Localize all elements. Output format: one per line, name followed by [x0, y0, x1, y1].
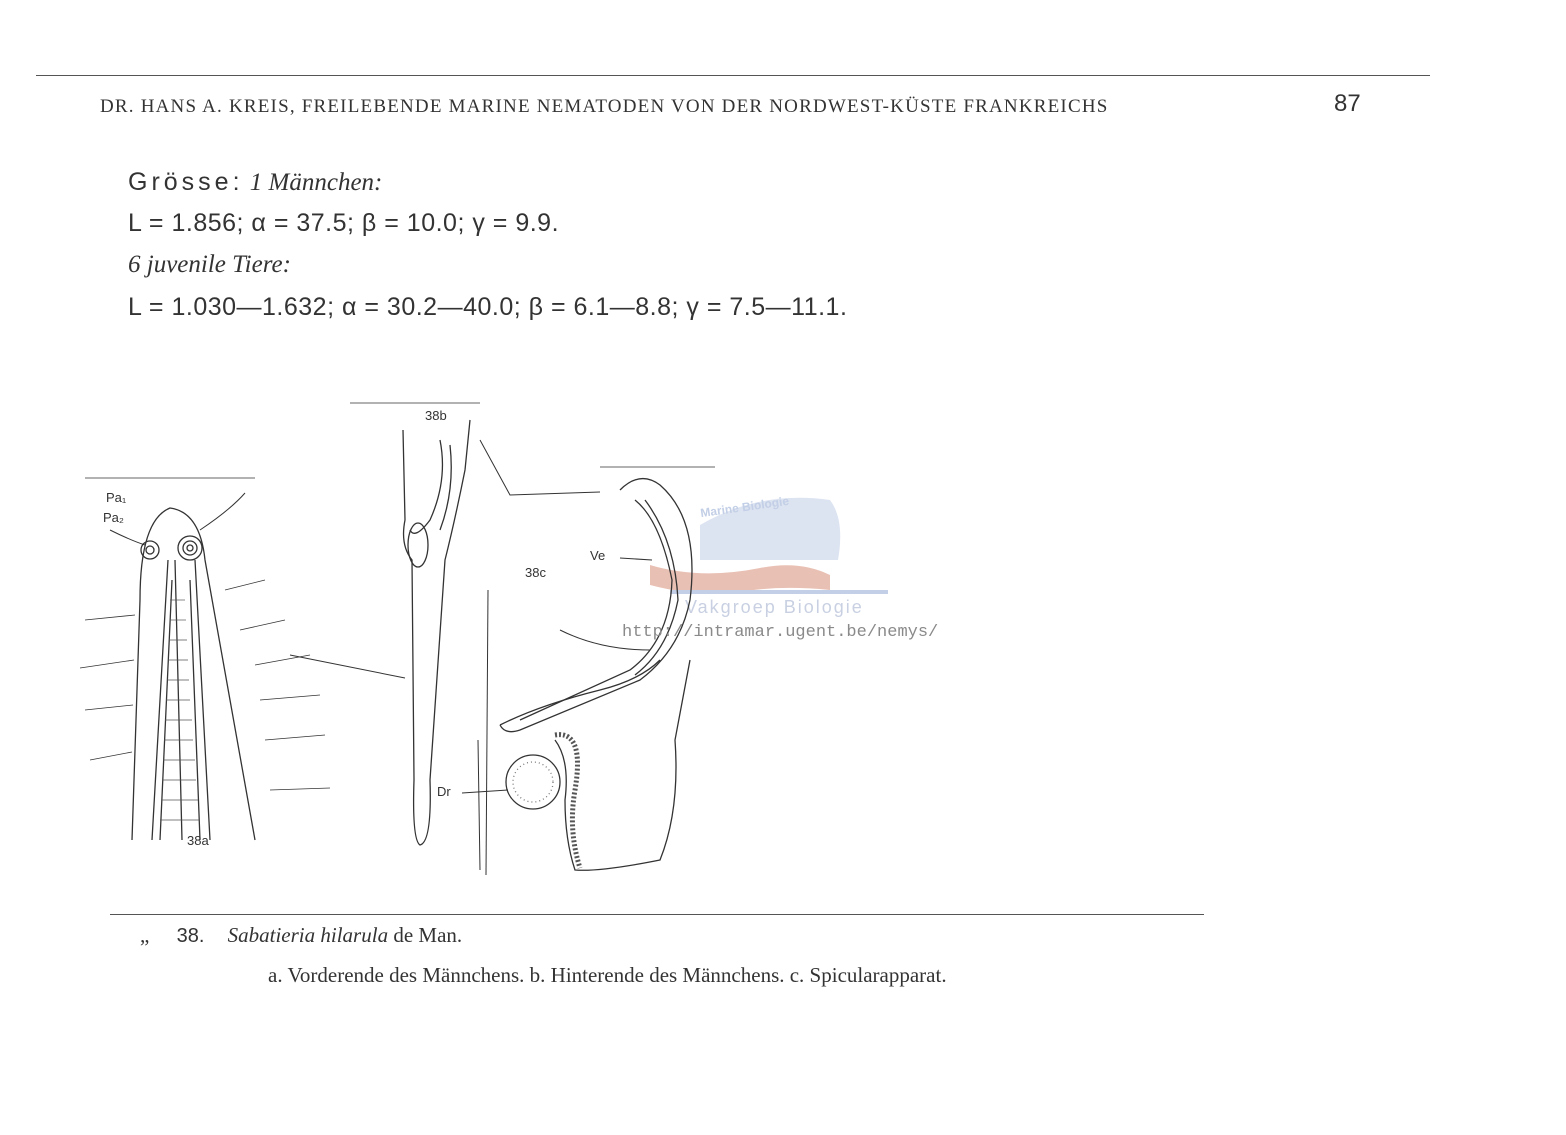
panel-c-drawing: [462, 467, 715, 875]
watermark-title: Marine Biologie: [699, 493, 790, 521]
panel-a-label: 38a: [187, 833, 209, 848]
running-head: DR. HANS A. KREIS, FREILEBENDE MARINE NEMATODEN VON DER NORDWEST-KÜSTE FRANKREICHS: [100, 96, 1109, 117]
label-dr: Dr: [437, 784, 451, 799]
page-number: 87: [1334, 90, 1361, 117]
male-label: 1 Männchen:: [249, 169, 383, 196]
caption-rule: [110, 914, 1204, 915]
size-label: Grösse:: [128, 168, 244, 196]
panel-b-label: 38b: [425, 408, 447, 423]
caption-mark: „: [140, 923, 150, 947]
caption-number: 38.: [176, 925, 205, 947]
watermark-url: http://intramar.ugent.be/nemys/: [622, 623, 939, 642]
caption-author: de Man.: [393, 923, 463, 947]
label-ve: Ve: [590, 548, 606, 563]
caption-species: Sabatieria hilarula: [227, 923, 389, 947]
panel-b-drawing: [350, 403, 600, 845]
caption-title: [140, 923, 462, 948]
label-pa1: Pa₁: [106, 490, 127, 505]
juvenile-values: L = 1.030—1.632; α = 30.2—40.0; β = 6.1—8.8; γ = 7.5—11.1.: [128, 293, 848, 321]
male-values: L = 1.856; α = 37.5; β = 10.0; γ = 9.9.: [128, 209, 560, 237]
panel-c-label: 38c: [525, 565, 546, 580]
juvenile-label: 6 juvenile Tiere:: [128, 251, 291, 278]
label-pa2: Pa₂: [103, 510, 124, 525]
panel-a-drawing: [80, 478, 405, 840]
watermark-group: Vakgroep Biologie: [685, 597, 864, 617]
caption-description: a. Vorderende des Männchens. b. Hinterende des Männchens. c. Spicularapparat.: [268, 963, 947, 987]
